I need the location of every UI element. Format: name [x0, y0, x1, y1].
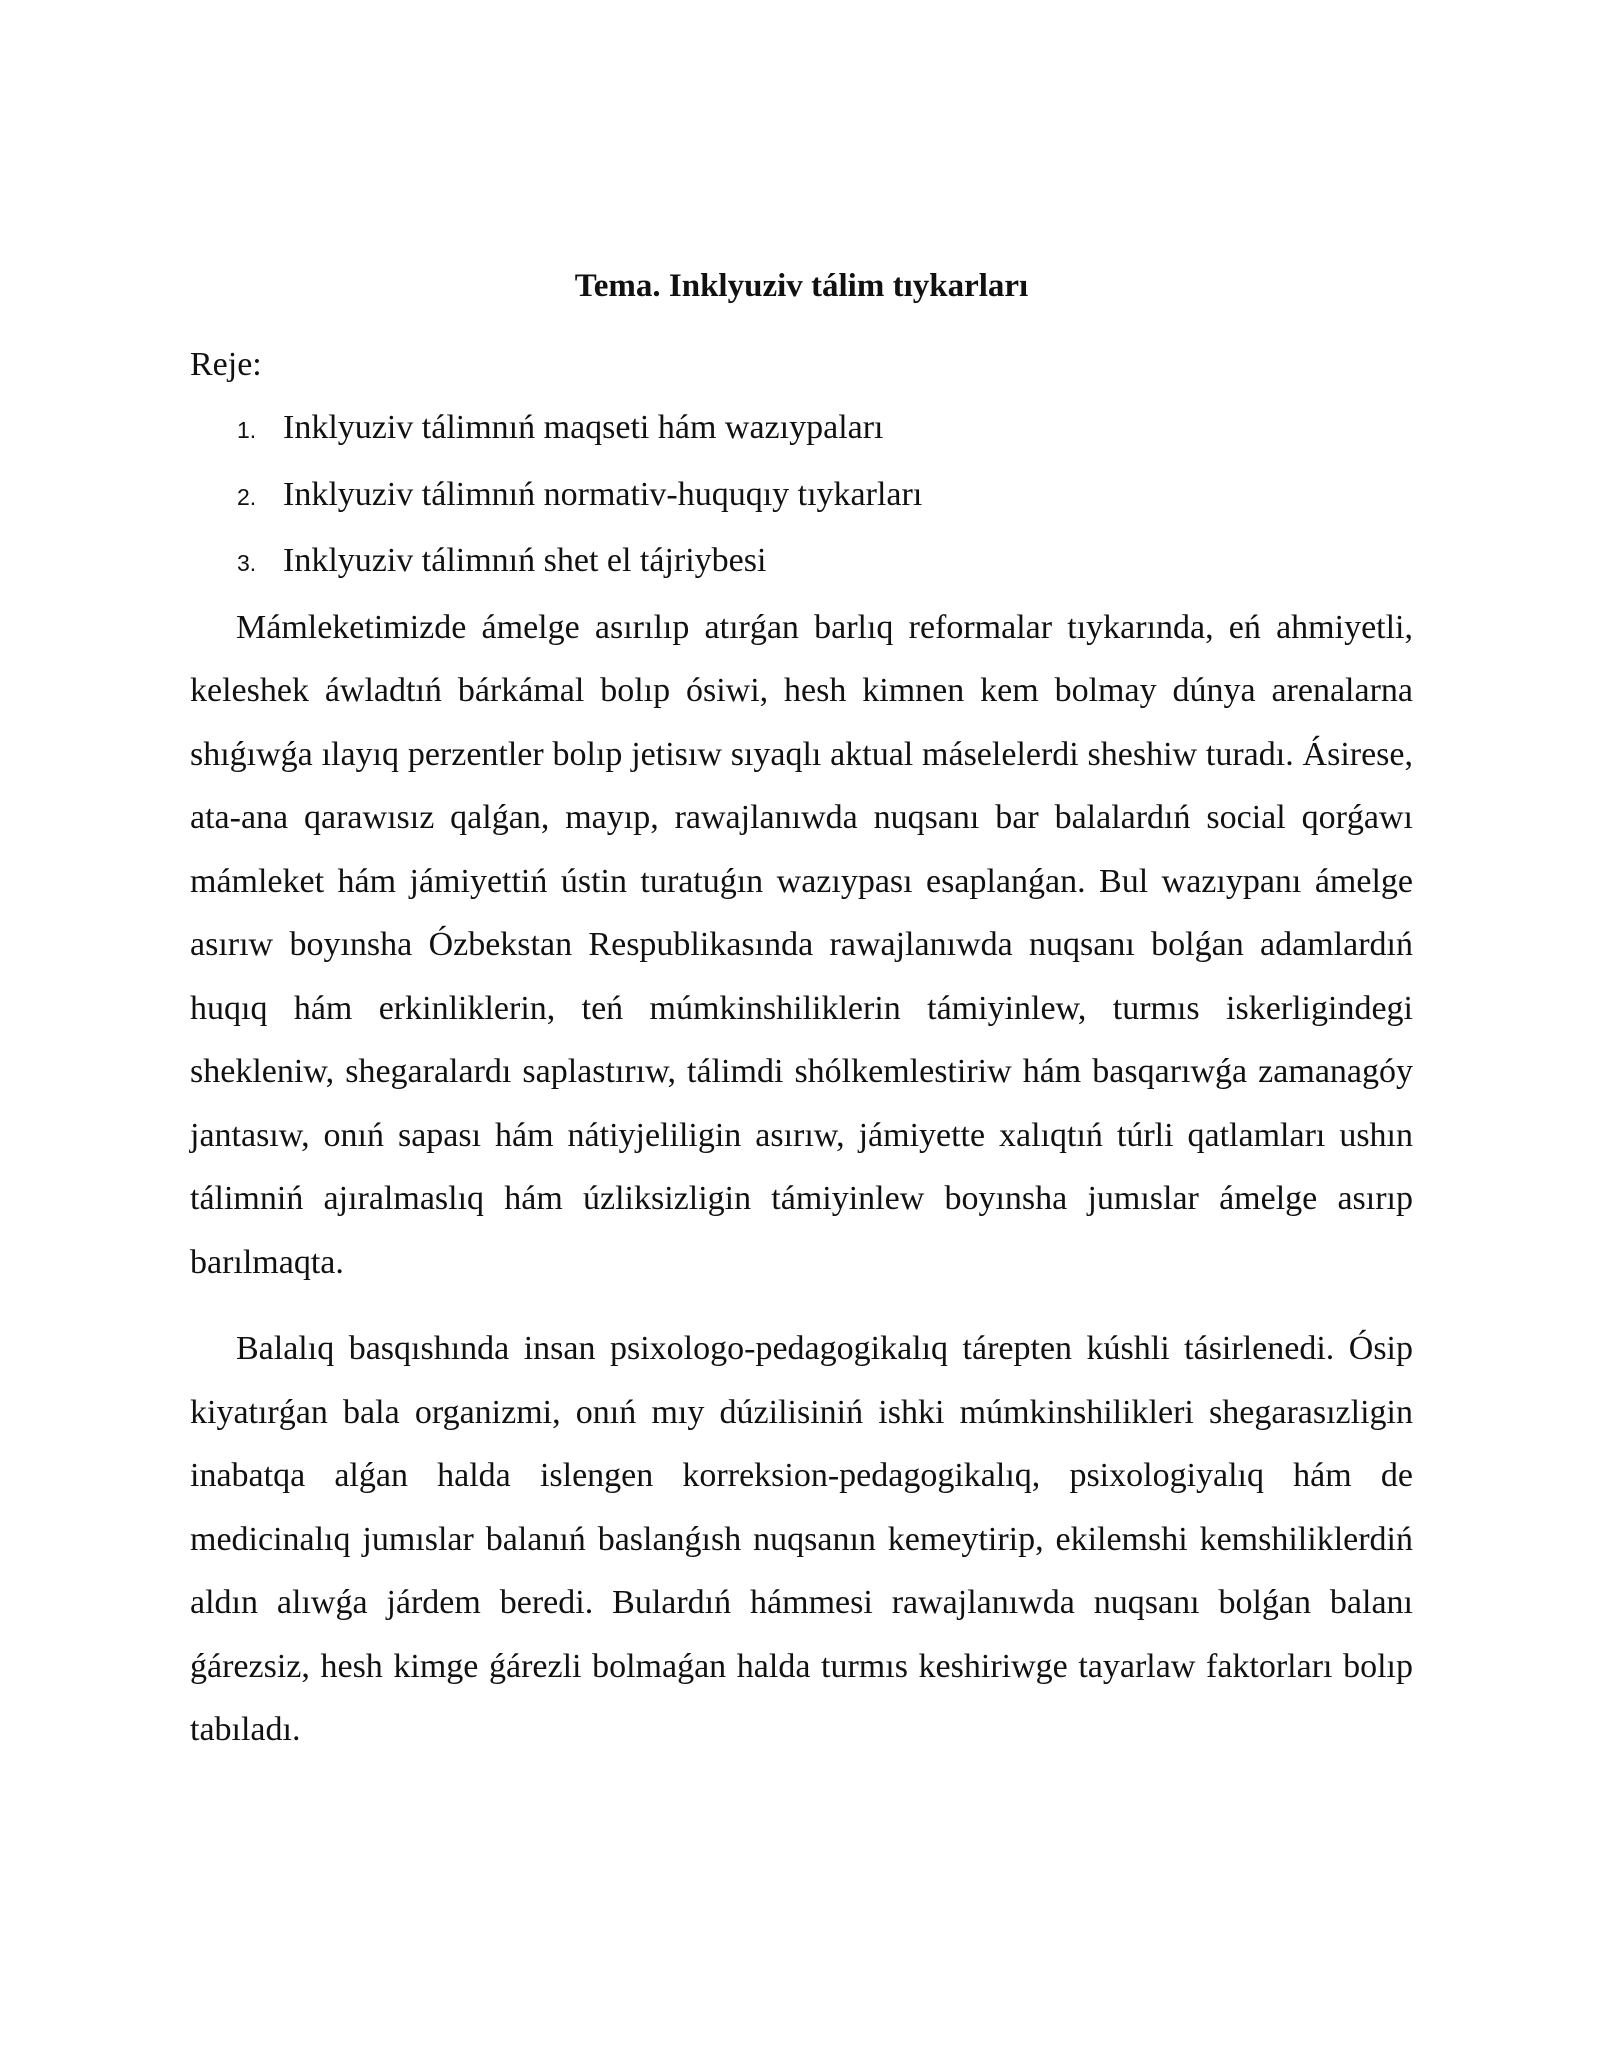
document-title: Tema. Inklyuziv tálim tıykarları: [574, 268, 1029, 304]
plan-list: [190, 396, 1413, 596]
plan-item-text: Inklyuziv tálimnıń shet el tájriybesi: [283, 542, 767, 579]
plan-item-number: 1.: [237, 417, 257, 443]
plan-item: [190, 396, 1413, 463]
plan-label: Reje:: [190, 346, 262, 383]
body-paragraph: Mámleketimizde ámelge asırılıp atırǵan barlıq reformalar tıykarında, eń ahmiyetli, keleshek áwladtıń bárkámal bolıp ósiwi, hesh kimnen kem bolmay dúnya arenalarna shıǵıwǵa ılayıq perzentler bolıp jetisıw sıyaqlı aktual máselelerdi sheshiw turadı. Ásirese, ata-ana qarawısız qalǵan, mayıp, rawajlanıwda nuqsanı bar balalardıń social qorǵawı mámleket hám jámiyettiń ústin turatuǵın wazıypası esaplanǵan. Bul wazıypanı ámelge asırıw boyınsha Ózbekstan Respublikasında rawajlanıwda nuqsanı bolǵan adamlardıń huqıq hám erkinliklerin, teń múmkinshiliklerin támiyinlew, turmıs iskerligindegi shekleniw, shegaralardı saplastırıw, tálimdi shólkemlestiriw hám basqarıwǵa zamanagóy jantasıw, onıń sapası hám nátiyjeliligin asırıw, jámiyette xalıqtıń túrli qatlamları ushın tálimniń ajıralmaslıq hám úzliksizligin támiyinlew boyınsha jumıslar ámelge asırıp barılmaqta.: [190, 608, 1413, 1281]
plan-item-text: Inklyuziv tálimnıń normativ-huquqıy tıykarları: [283, 475, 923, 513]
plan-item-number: 3.: [237, 550, 257, 576]
plan-item: [190, 529, 1413, 596]
plan-item: [190, 463, 1413, 530]
plan-item-number: 2.: [237, 483, 257, 510]
plan-item-text: Inklyuziv tálimnıń maqseti hám wazıypaları: [283, 409, 884, 446]
document-page: [190, 262, 1413, 1762]
body-paragraph: Balalıq basqıshında insan psixologo-pedagogikalıq tárepten kúshli tásirlenedi. Ósip kiyatırǵan bala organizmi, onıń mıy dúzilisiniń ishki múmkinshilikleri shegarasızligin inabatqa alǵan halda islengen korreksion-pedagogikalıq, psixologiyalıq hám de medicinalıq jumıslar balanıń baslanǵısh nuqsanın kemeytirip, ekilemshi kemshiliklerdiń aldın alıwǵa járdem beredi. Bulardıń hámmesi rawajlanıwda nuqsanı bolǵan balanı ǵárezsiz, hesh kimge ǵárezli bolmaǵan halda turmıs keshiriwge tayarlaw faktorları bolıp tabıladı.: [190, 1330, 1413, 1748]
